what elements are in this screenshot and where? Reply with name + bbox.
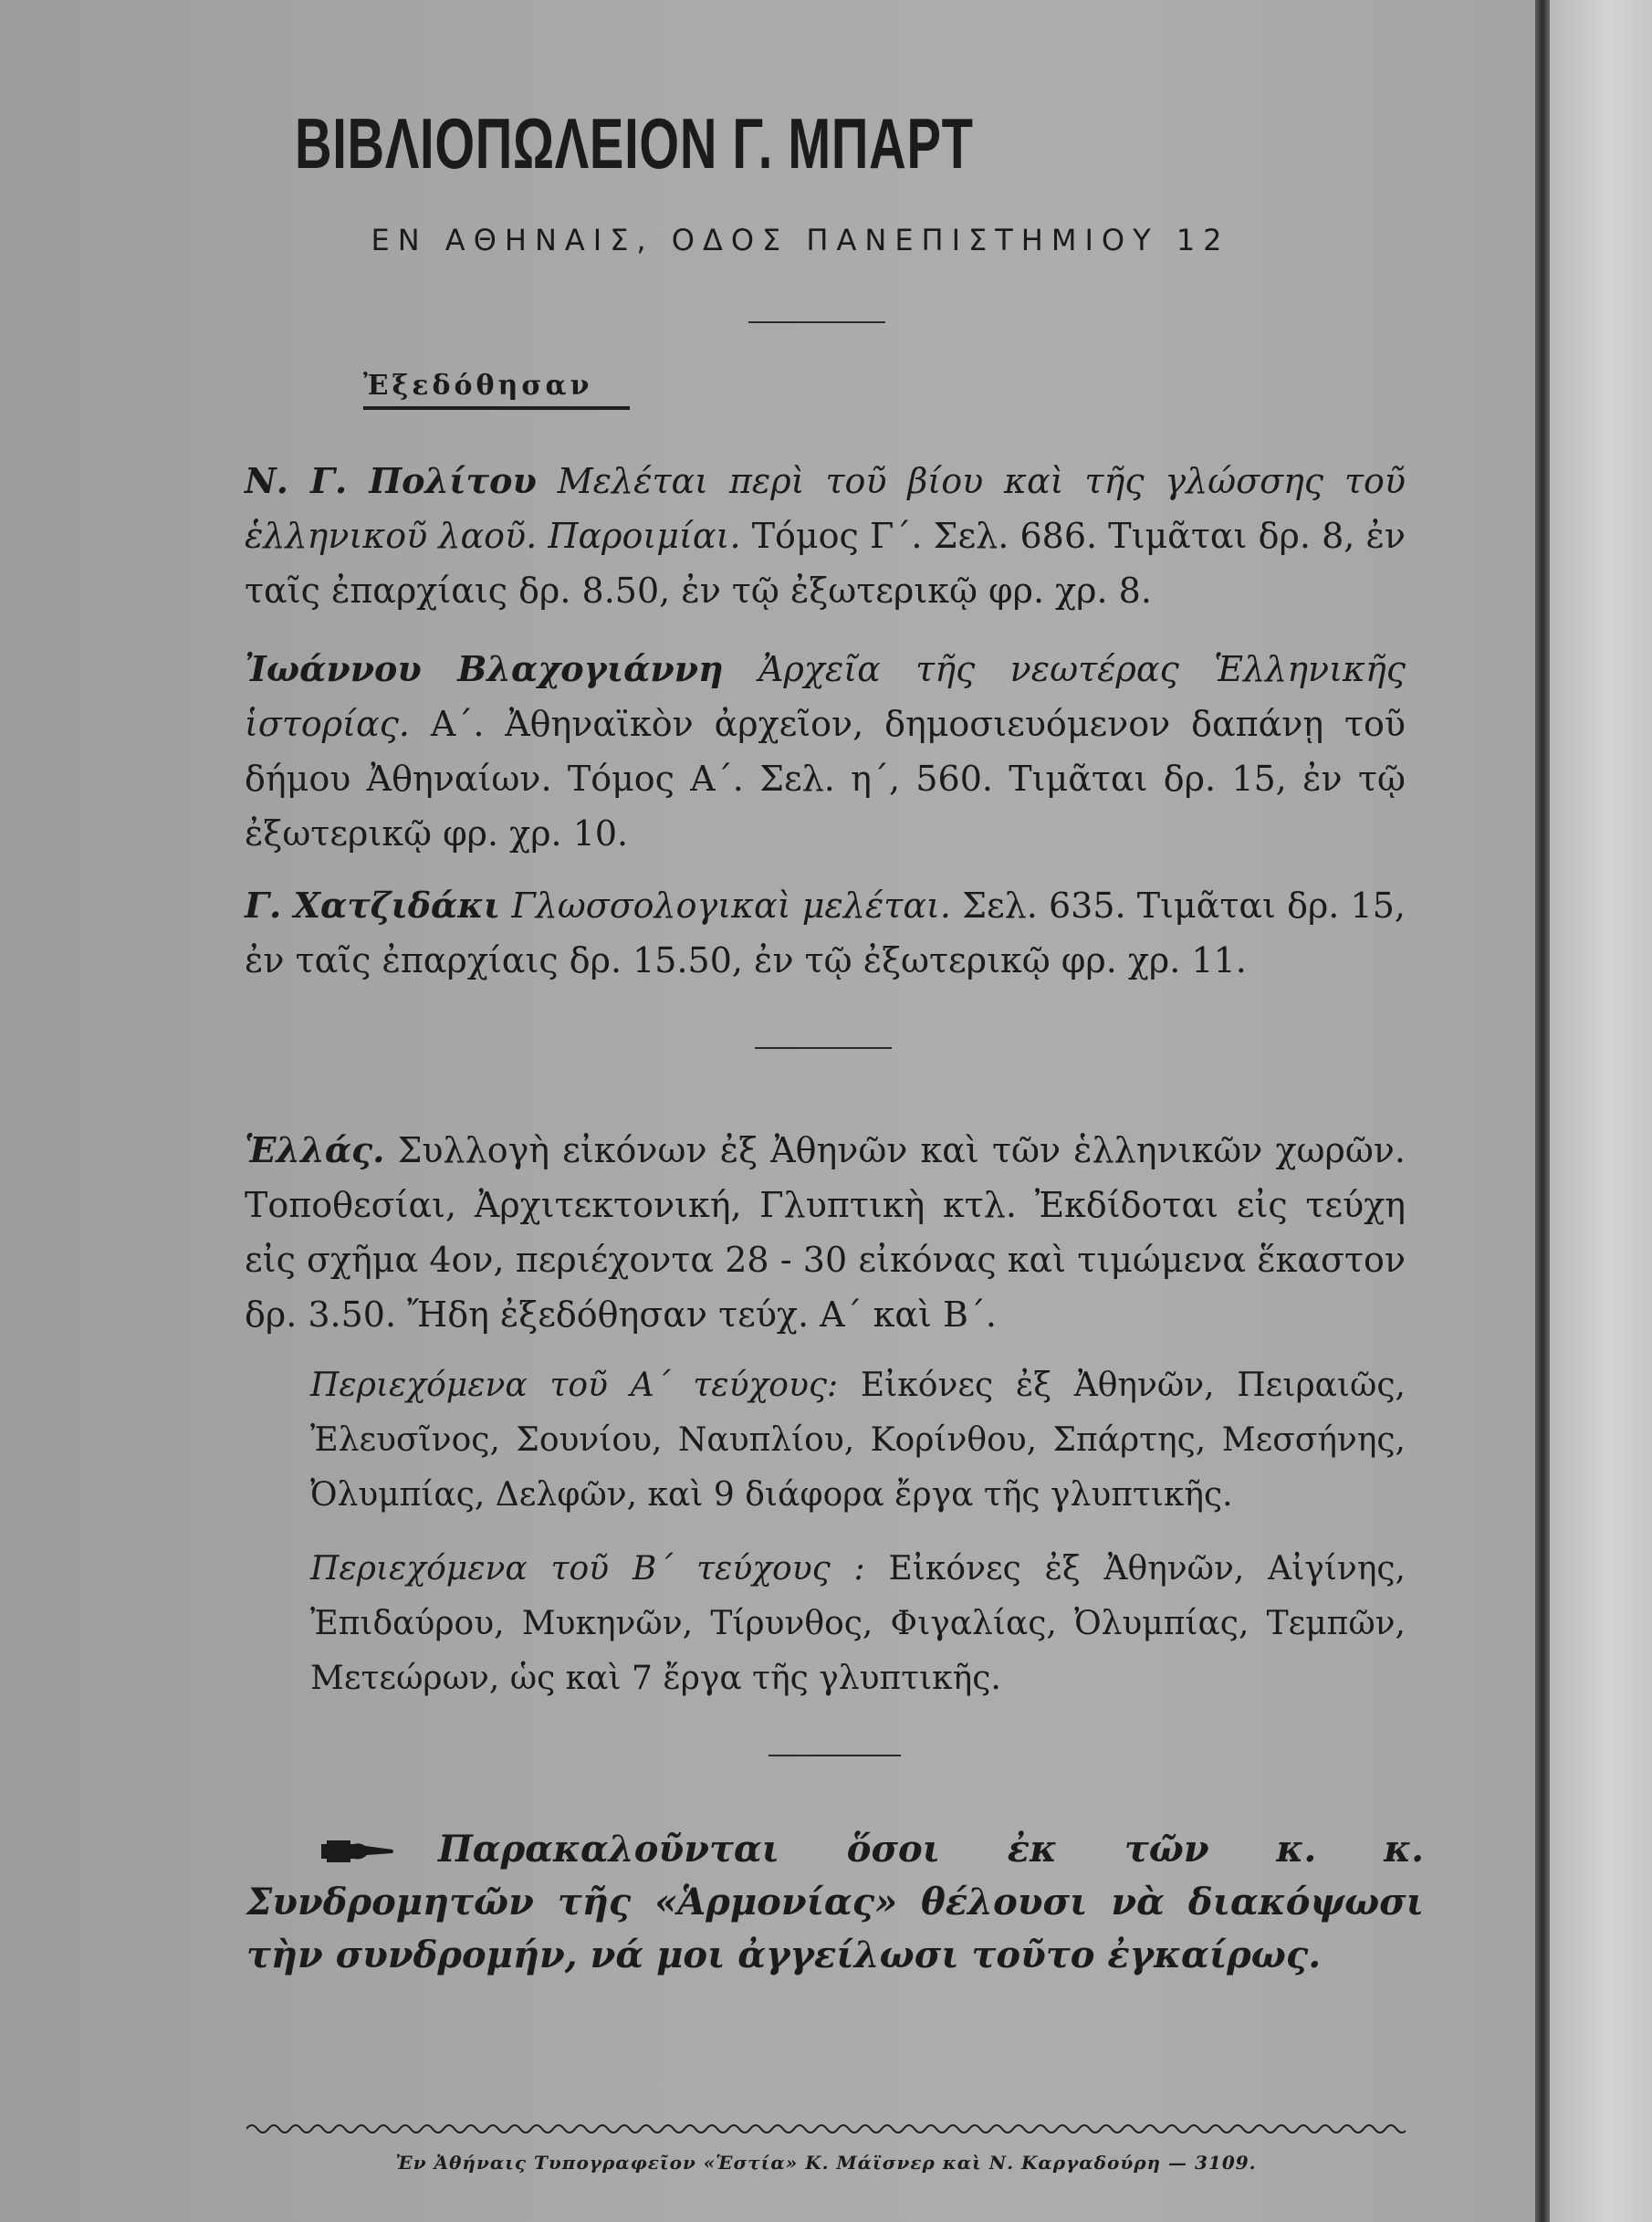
- wavy-ornament-rule: [246, 2118, 1406, 2140]
- contents-text: Εἰκόνες ἐξ Ἀθηνῶν, Αἰγίνης, Ἐπιδαύρου, Μυκηνῶν, Τίρυνθος, Φιγαλίας, Ὀλυμπίας, Τεμπῶν, Μετεώρων, ὡς καὶ 7 ἔργα τῆς γλυπτικῆς.: [310, 1550, 1406, 1697]
- contents-volume-b: [310, 1542, 1406, 1706]
- book-entry-vlachogiannis: [245, 642, 1406, 861]
- facing-page-margin: [1550, 0, 1652, 2222]
- page-binding-shadow: [1535, 0, 1550, 2222]
- entry-details: Τόμος Γ΄. Σελ. 686. Τιμᾶται δρ. 8, ἐν ταῖς ἐπαρχίαις δρ. 8.50, ἐν τῷ ἐξωτερικῷ φρ. χρ. 8.: [245, 516, 1406, 611]
- book-entry-politis: [245, 454, 1406, 618]
- entry-details: Σελ. 635. Τιμᾶται δρ. 15, ἐν ταῖς ἐπαρχίαις δρ. 15.50, ἐν τῷ ἐξωτερικῷ φρ. χρ. 11.: [245, 886, 1406, 980]
- entry-title: Γλωσσολογικαὶ μελέται.: [511, 886, 951, 926]
- entry-author: Ν. Γ. Πολίτου: [245, 460, 537, 501]
- entry-author: Γ. Χατζιδάκι: [245, 885, 501, 926]
- contents-volume-a: [310, 1358, 1406, 1523]
- printer-imprint: Ἐν Ἀθήναις Τυπογραφεῖον «Ἑστία» Κ. Μάϊσνερ καὶ Ν. Καργαδούρη — 3109.: [395, 2152, 1257, 2174]
- contents-text: Εἰκόνες ἐξ Ἀθηνῶν, Πειραιῶς, Ἐλευσῖνος, Σουνίου, Ναυπλίου, Κορίνθου, Σπάρτης, Μεσσήνης, Ὀλυμπίας, Δελφῶν, καὶ 9 διάφορα ἔργα τῆς γλυπτικῆς.: [310, 1367, 1406, 1514]
- entry-title: Μελέται περὶ τοῦ βίου καὶ τῆς γλώσσης τοῦ ἑλληνικοῦ λαοῦ. Παροιμίαι.: [245, 461, 1406, 556]
- hellas-title: Ἑλλάς.: [245, 1129, 385, 1170]
- divider-rule: [755, 1047, 892, 1049]
- entry-author: Ἰωάννου Βλαχογιάννη: [245, 648, 724, 689]
- entry-details: Α΄. Ἀθηναϊκὸν ἀρχεῖον, δημοσιευόμενον δαπάνῃ τοῦ δήμου Ἀθηναίων. Τόμος Α΄. Σελ. η΄, 560. Τιμᾶται δρ. 15, ἐν τῷ ἐξωτερικῷ φρ. χρ. 10.: [245, 704, 1406, 854]
- contents-label: Περιεχόμενα τοῦ Α΄ τεύχους:: [310, 1367, 839, 1404]
- section-heading: Ἐξεδόθησαν: [363, 370, 593, 402]
- divider-rule: [768, 1755, 901, 1756]
- contents-label: Περιεχόμενα τοῦ Β΄ τεύχους :: [310, 1550, 865, 1588]
- book-entry-chatzidakis: [245, 878, 1406, 988]
- bookstore-address: ΕΝ ΑΘΗΝΑΙΣ, ΟΔΟΣ ΠΑΝΕΠΙΣΤΗΜΙΟΥ 12: [371, 223, 1230, 257]
- section-heading-underline: [363, 406, 630, 410]
- subscriber-notice: Παρακαλοῦνται ὅσοι ἐκ τῶν κ. κ. Συνδρομητῶν τῆς «Ἁρμονίας» θέλουσι νὰ διακόψωσι τὴν συνδρομήν, νά μοι ἀγγείλωσι τοῦτο ἐγκαίρως.: [246, 1828, 1424, 1976]
- hellas-text: Συλλογὴ εἰκόνων ἐξ Ἀθηνῶν καὶ τῶν ἑλληνικῶν χωρῶν. Τοποθεσίαι, Ἀρχιτεκτονική, Γλυπτικὴ κτλ. Ἐκδίδοται εἰς τεύχη εἰς σχῆμα 4ον, περιέχοντα 28 - 30 εἰκόνας καὶ τιμώμενα ἕκαστον δρ. 3.50. Ἤδη ἐξεδόθησαν τεύχ. Α΄ καὶ Β΄.: [245, 1130, 1406, 1335]
- hellas-description: [245, 1123, 1406, 1342]
- entry-title: Ἀρχεῖα τῆς νεωτέρας Ἑλληνικῆς ἱστορίας.: [245, 649, 1406, 744]
- bookstore-title: ΒΙΒΛΙΟΠΩΛΕΙΟΝ Γ. ΜΠΑΡΤ: [294, 103, 974, 183]
- divider-rule: [748, 321, 885, 323]
